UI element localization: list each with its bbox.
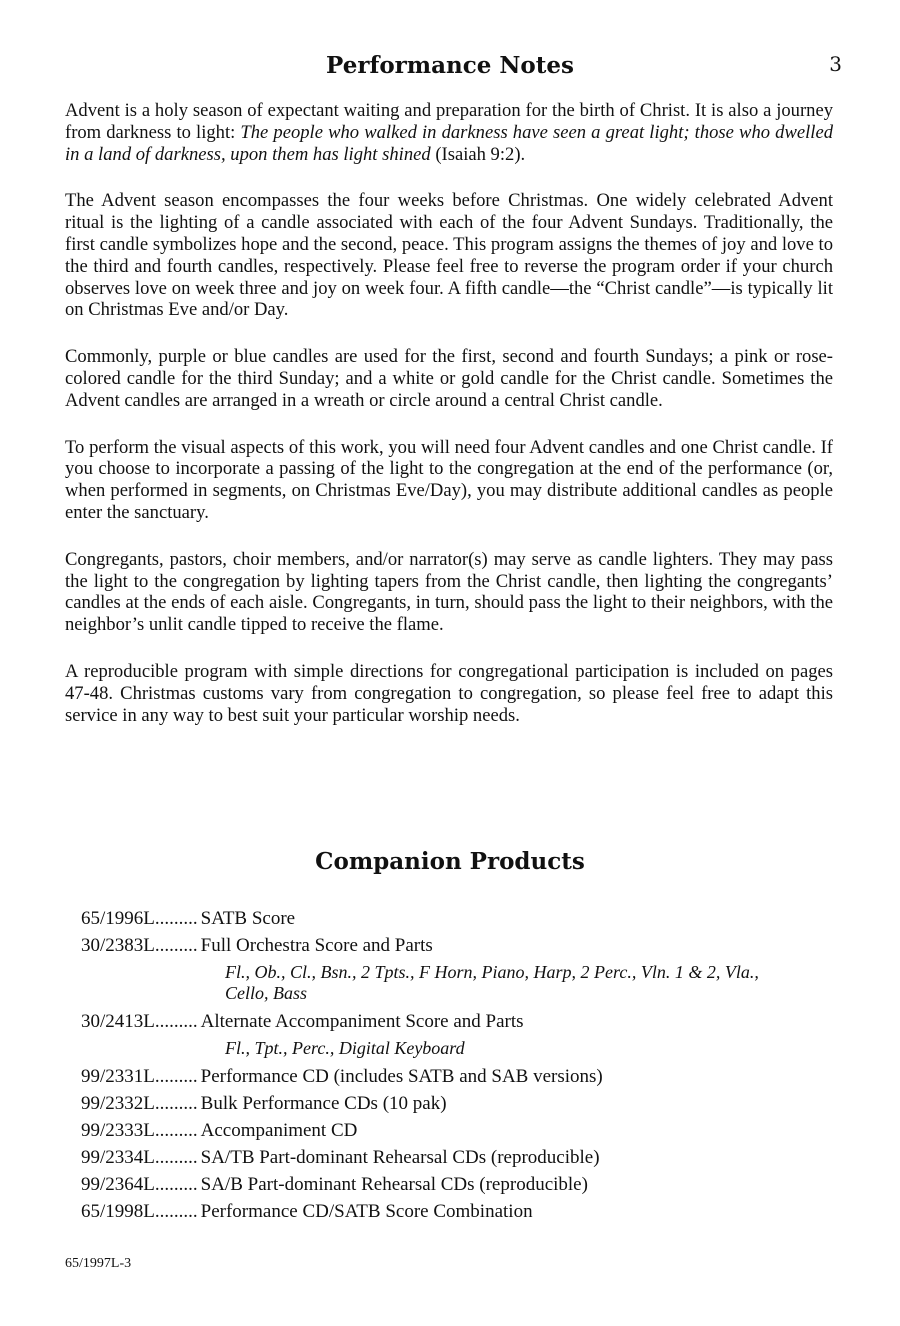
notes-paragraph: [65, 437, 833, 524]
leader-dots: .........: [154, 935, 198, 956]
product-instrumentation: Fl., Ob., Cl., Bsn., 2 Tpts., F Horn, Piano, Harp, 2 Perc., Vln. 1 & 2, Vla., Cello, Bass: [225, 962, 759, 1003]
leader-dots: .........: [154, 1093, 198, 1114]
product-description: Performance CD/SATB Score Combination: [200, 1201, 533, 1222]
performance-notes-body: [65, 100, 833, 751]
paragraph-text: Congregants, pastors, choir members, and/or narrator(s) may serve as candle lighters. They may pass the light to the congregation by lighting tapers from the Christ candle, then lighting the congregants’ candles at the ends of each aisle. Congregants, in turn, should pass the light to their neighbors, with the neighbor’s unlit candle tipped to receive the flame.: [65, 548, 833, 636]
paragraph-text: Advent is a holy season of expectant waiting and preparation for the birth of Christ. It is also a journey from darkness to light:: [65, 100, 833, 143]
product-code: 30/2413L: [81, 1011, 155, 1032]
product-row: [81, 1117, 841, 1144]
product-row: [81, 905, 841, 932]
product-row: [81, 1198, 841, 1225]
leader-dots: .........: [154, 908, 198, 929]
product-code: 30/2383L: [81, 935, 155, 956]
product-description: Accompaniment CD: [200, 1120, 358, 1141]
leader-dots: .........: [154, 1201, 198, 1222]
product-description: SATB Score: [200, 908, 296, 929]
companion-products-list: [81, 905, 841, 1225]
product-row: [81, 1063, 841, 1090]
product-code: 65/1998L: [81, 1201, 155, 1222]
product-code: 99/2332L: [81, 1093, 155, 1114]
notes-paragraph: [65, 549, 833, 636]
performance-notes-heading: Performance Notes: [326, 52, 574, 79]
paragraph-text: Commonly, purple or blue candles are used for the first, second and fourth Sundays; a pink or rose-colored candle for the third Sunday; and a white or gold candle for the Christ candle. Sometimes the Advent candles are arranged in a wreath or circle around a central Christ candle.: [65, 346, 833, 411]
paragraph-text: The Advent season encompasses the four weeks before Christmas. One widely celebrated Advent ritual is the lighting of a candle associated with each of the four Advent Sundays. Traditionally, the first candle symbolizes hope and the second, peace. This program assigns the themes of joy and love to the third and fourth candles, respectively. Please feel free to reverse the program order if your church observes love on week three and joy on week four. A fifth candle—the “Christ candle”—is typically lit on Christmas Eve and/or Day.: [65, 190, 833, 321]
leader-dots: .........: [154, 1120, 198, 1141]
page-number: 3: [829, 52, 842, 76]
product-row: [81, 1171, 841, 1198]
product-description: Alternate Accompaniment Score and Parts: [200, 1011, 524, 1032]
product-instrumentation: Fl., Tpt., Perc., Digital Keyboard: [225, 1038, 465, 1058]
product-description: SA/TB Part-dominant Rehearsal CDs (reproducible): [200, 1147, 600, 1168]
leader-dots: .........: [154, 1066, 198, 1087]
leader-dots: .........: [154, 1011, 198, 1032]
product-code: 99/2334L: [81, 1147, 155, 1168]
product-description: Bulk Performance CDs (10 pak): [200, 1093, 447, 1114]
notes-paragraph: [65, 190, 833, 321]
notes-paragraph: [65, 346, 833, 411]
product-description: Performance CD (includes SATB and SAB versions): [200, 1066, 603, 1087]
product-row: [81, 1090, 841, 1117]
notes-paragraph: [65, 661, 833, 726]
product-code: 99/2331L: [81, 1066, 155, 1087]
product-code: 65/1996L: [81, 908, 155, 929]
product-row: [81, 932, 841, 959]
paragraph-text: A reproducible program with simple directions for congregational participation is included on pages 47-48. Christmas customs vary from congregation to congregation, so please feel free to adapt this service in any way to best suit your particular worship needs.: [65, 660, 833, 726]
product-description: SA/B Part-dominant Rehearsal CDs (reproducible): [200, 1174, 588, 1195]
paragraph-text: (Isaiah 9:2).: [430, 143, 526, 165]
companion-products-heading: Companion Products: [315, 848, 585, 875]
product-row: [81, 1144, 841, 1171]
notes-paragraph: [65, 100, 833, 165]
scripture-quote: The people who walked in darkness have seen a great light; those who dwelled in a land of darkness, upon them has light shined: [65, 121, 833, 165]
product-row: [81, 1008, 841, 1035]
leader-dots: .........: [154, 1174, 198, 1195]
product-code: 99/2333L: [81, 1120, 155, 1141]
paragraph-text: To perform the visual aspects of this work, you will need four Advent candles and one Christ candle. If you choose to incorporate a passing of the light to the congregation at the end of the performance (or, when performed in segments, on Christmas Eve/Day), you may distribute additional candles as people enter the sanctuary.: [65, 436, 833, 523]
footer-code: 65/1997L-3: [65, 1256, 132, 1271]
leader-dots: .........: [154, 1147, 198, 1168]
product-code: 99/2364L: [81, 1174, 155, 1195]
product-description: Full Orchestra Score and Parts: [200, 935, 433, 956]
